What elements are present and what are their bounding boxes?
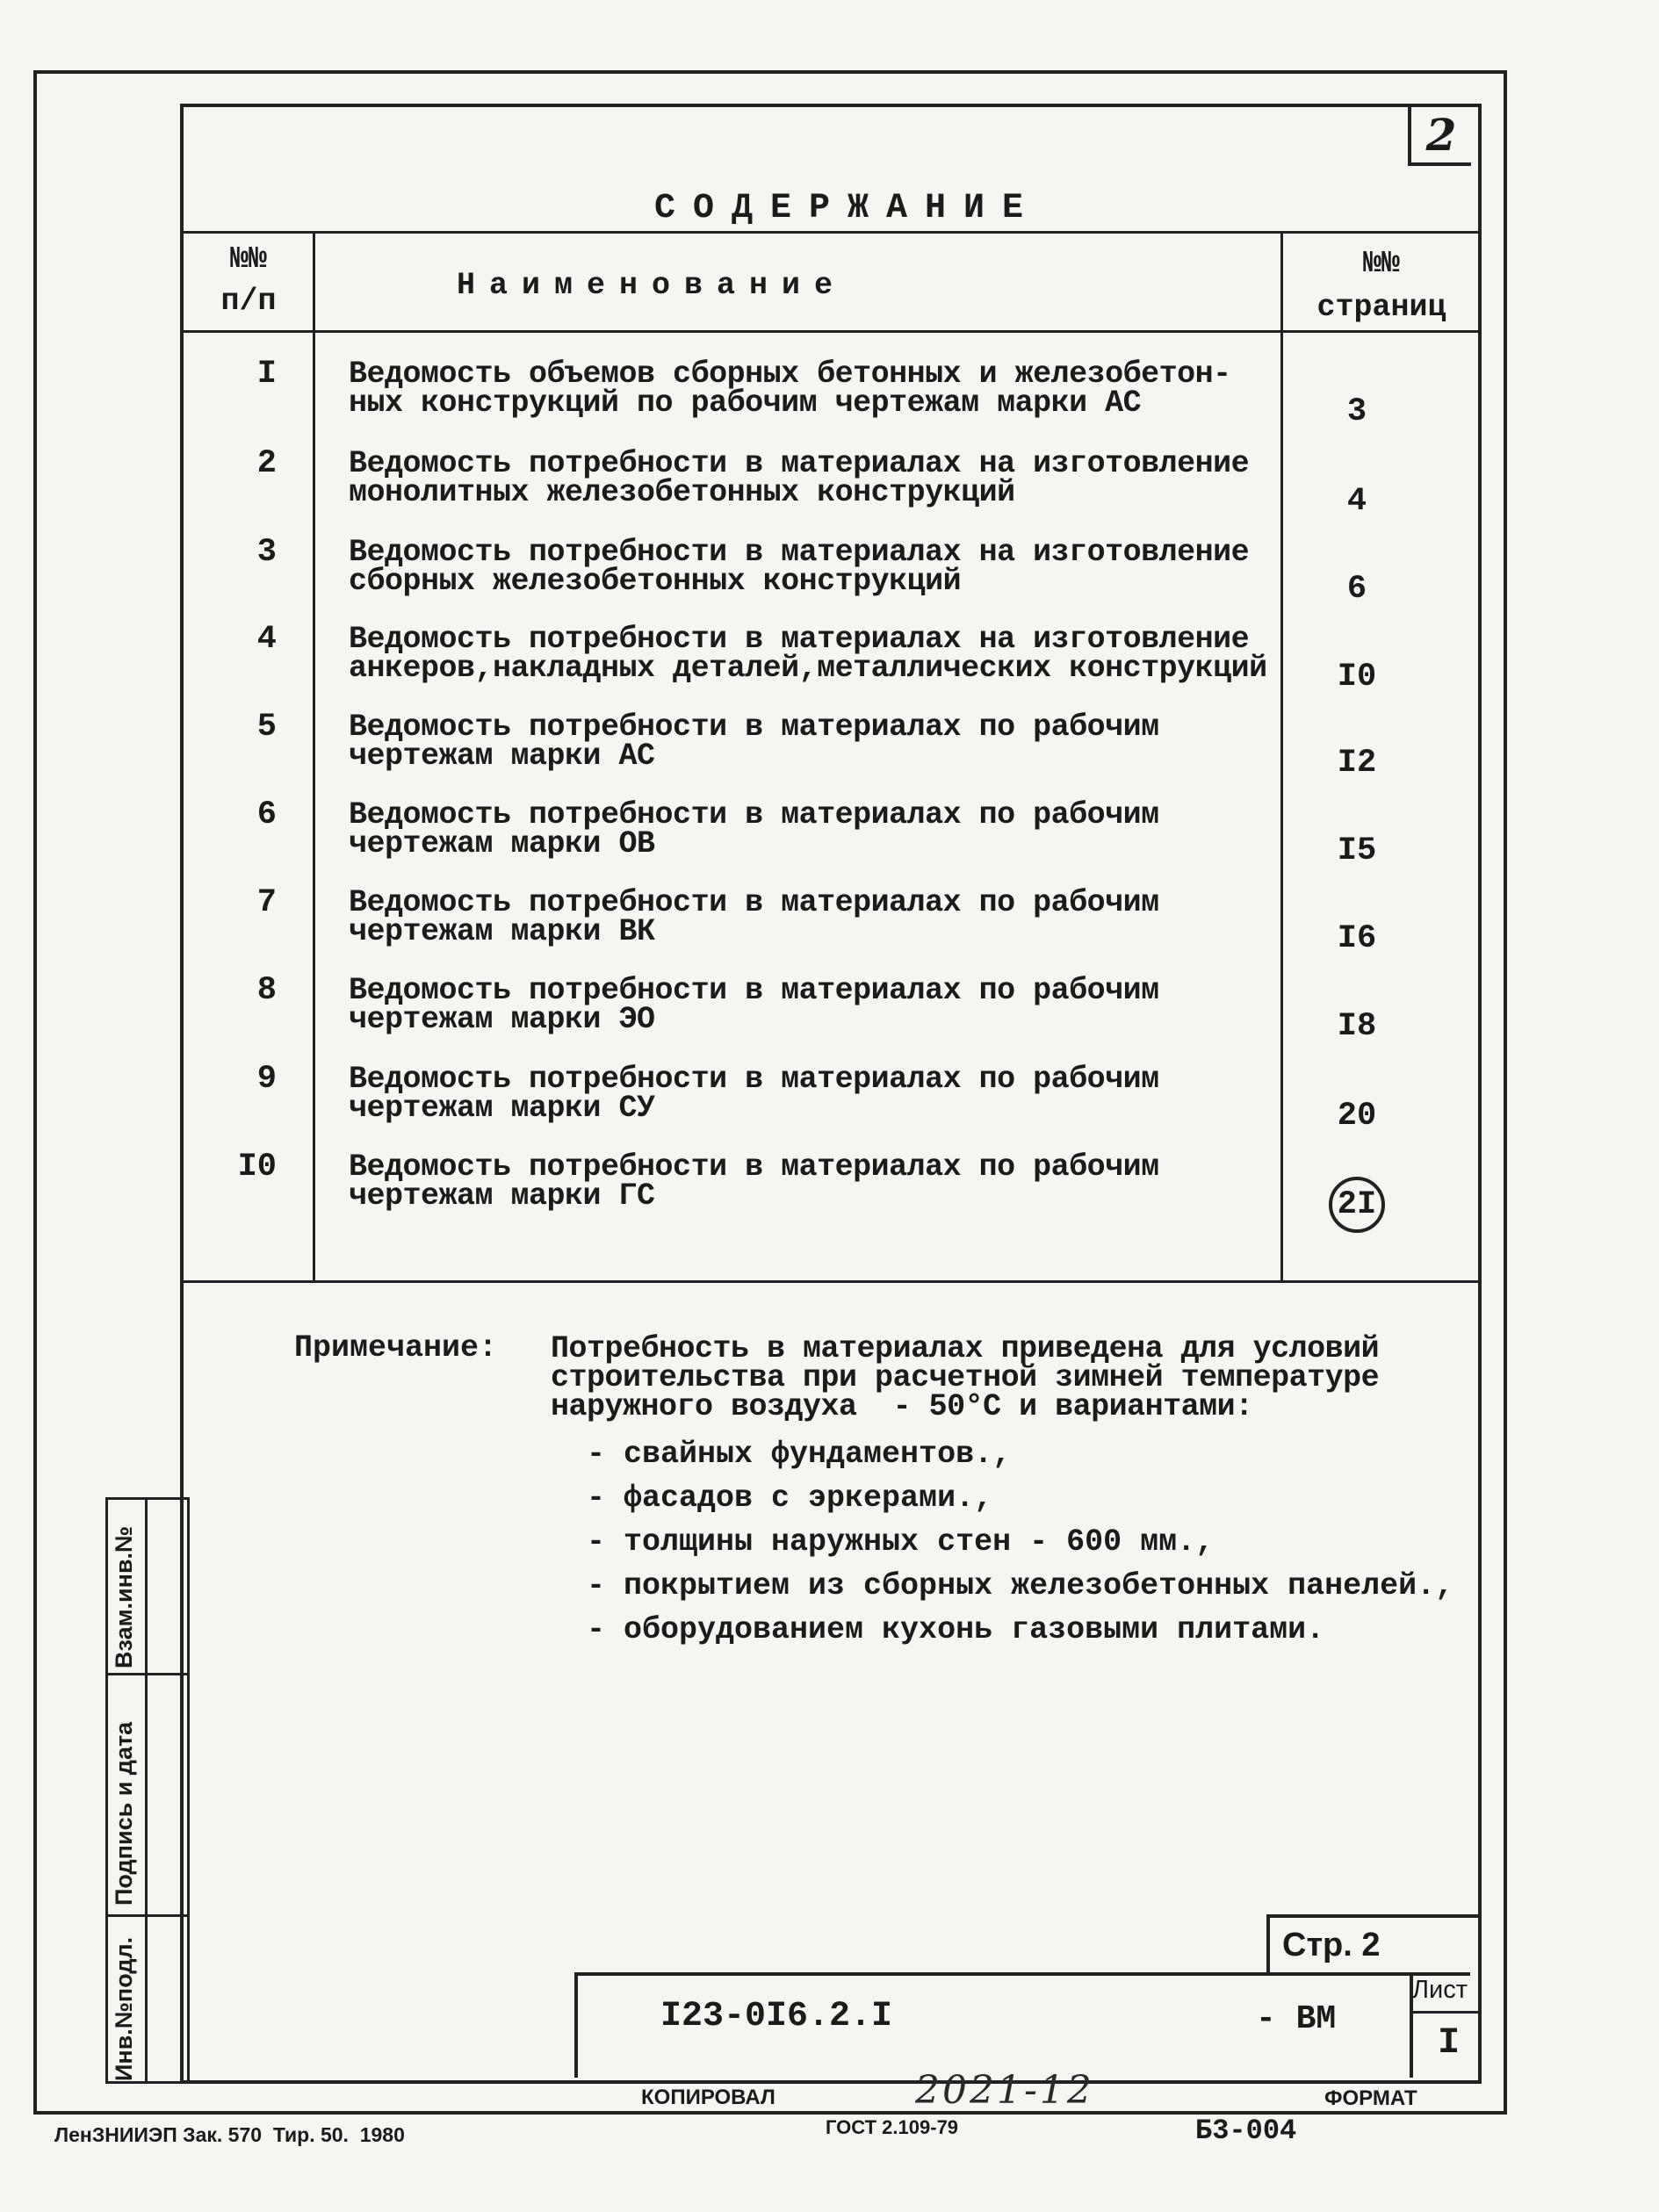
note-item: - оборудованием кухонь газовыми плитами. [587,1612,1325,1647]
side-label-inv-podl: Инв.№подл. [111,1936,137,2081]
row-4-title: Ведомость потребности в материалах на изготовление анкеров,накладных деталей,металлических конструкций [349,622,1267,686]
row-3-number: 3 [256,534,277,571]
row-2-page: 4 [1346,483,1367,520]
row-3-page: 6 [1346,571,1367,608]
row-4-page: I0 [1337,659,1377,695]
side-label-signature: Подпись и дата [111,1721,137,1906]
row-5-title: Ведомость потребности в материалах по рабочим чертежам марки АС [349,710,1159,774]
side-strip-line-2 [105,1914,190,1917]
row-5-number: 5 [256,709,277,746]
row-7-title: Ведомость потребности в материалах по рабочим чертежам марки ВК [349,885,1159,949]
circled-page-number: 2I [1329,1177,1385,1233]
row-5-page: I2 [1337,745,1377,782]
header-num-line1: №№ [229,241,267,277]
copied-label: КОПИРОВАЛ [641,2086,775,2109]
print-info: ЛенЗНИИЭП Зак. 570 Тир. 50. 1980 [54,2123,405,2146]
table-col-divider-1 [313,231,315,1280]
sheet-label: Лист [1412,1976,1468,2004]
note-label: Примечание: [294,1330,498,1365]
row-8-number: 8 [256,972,277,1009]
row-8-page: I8 [1337,1008,1377,1045]
row-10-title: Ведомость потребности в материалах по рабочим чертежам марки ГС [349,1149,1159,1214]
row-1-number: I [256,356,277,393]
table-header-line [184,330,1482,333]
format-code: Б3-004 [1195,2115,1297,2147]
side-strip-line-1 [105,1673,190,1675]
row-10-page [1300,1177,1414,1233]
document-code: I23-0I6.2.I [660,1997,893,2036]
row-2-number: 2 [256,445,277,482]
note-item: - свайных фундаментов., [587,1437,1012,1472]
row-2-title: Ведомость потребности в материалах на изготовление монолитных железобетонных конструкций [349,446,1250,510]
table-bottom-line [184,1280,1482,1283]
row-1-title: Ведомость объемов сборных бетонных и железобетон- ных конструкций по рабочим чертежам марки АС [349,357,1231,421]
row-7-number: 7 [256,884,277,921]
row-9-title: Ведомость потребности в материалах по рабочим чертежам марки СУ [349,1062,1159,1126]
row-8-title: Ведомость потребности в материалах по рабочим чертежам марки ЭО [349,973,1159,1037]
row-10-number: I0 [237,1149,277,1185]
note-item: - толщины наружных стен - 600 мм., [587,1524,1215,1560]
row-3-title: Ведомость потребности в материалах на изготовление сборных железобетонных конструкций [349,535,1250,599]
row-6-number: 6 [256,796,277,833]
row-9-page: 20 [1337,1098,1377,1135]
page-label-box: Стр. 2 [1266,1914,1482,1972]
side-strip-divider [145,1497,148,2084]
sheet-corner-number: 2 [1408,106,1471,166]
header-name: Наименование [457,268,848,303]
row-6-title: Ведомость потребности в материалах по рабочим чертежам марки ОВ [349,797,1159,861]
row-9-number: 9 [256,1061,277,1098]
sheet-number: I [1438,2021,1461,2064]
header-page-line1: №№ [1362,246,1400,281]
row-1-page: 3 [1346,393,1367,430]
header-num-line2: п/п [220,284,277,319]
format-label: ФОРМАТ [1324,2086,1417,2110]
row-7-page: I6 [1337,920,1377,957]
note-text: Потребность в материалах приведена для условий строительства при расчетной зимней температуре наружного воздуха - 50°С и вариантами: [551,1331,1380,1424]
document-code-suffix: - ВМ [1256,2000,1337,2038]
side-label-vzam-inv: Взам.инв.№ [111,1525,137,1668]
sheet-box-divider [1410,2011,1480,2014]
copy-date: 2021-12 [915,2068,1094,2113]
row-6-page: I5 [1337,832,1377,869]
row-4-number: 4 [256,621,277,658]
header-page-line2: страниц [1316,290,1446,325]
note-item: - фасадов с эркерами., [587,1481,993,1516]
table-col-divider-2 [1280,231,1283,1280]
gost-reference: ГОСТ 2.109-79 [826,2116,959,2138]
table-top-line [184,231,1482,234]
note-item: - покрытием из сборных железобетонных панелей., [587,1568,1454,1603]
document-title: СОДЕРЖАНИЕ [654,189,1042,228]
